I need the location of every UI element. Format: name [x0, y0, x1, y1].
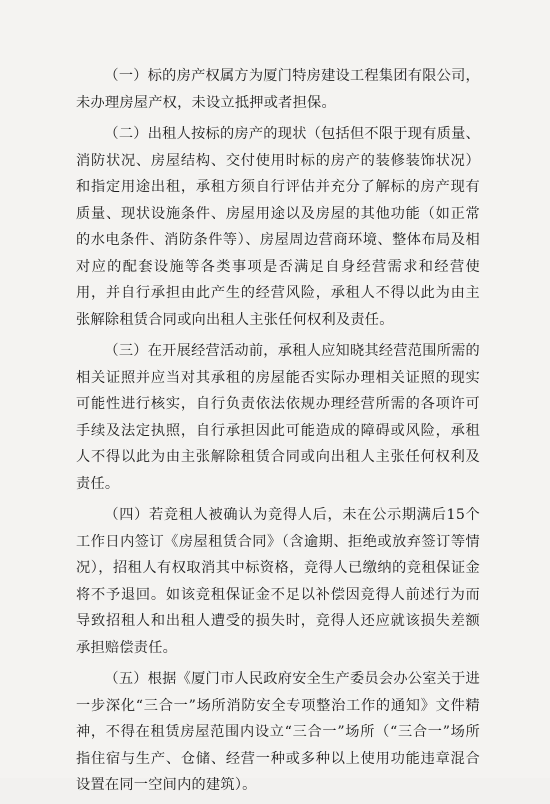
paragraph-2: （二）出租人按标的房产的现状（包括但不限于现有质量、消防状况、房屋结构、交付使用时标的房产的装修装饰状况）和指定用途出租，承租方须自行评估并充分了解标的房产现有质量、现状设施条件、房屋用途以及房屋的其他功能（如正常的水电条件、消防条件等）、房屋周边营商环境、整体布局及相对应的配套设施等各类事项是否满足自身经营需求和经营使用，并自行承担由此产生的经营风险，承租人不得以此为由主张解除租赁合同或向出租人主张任何权利及责任。	[76, 126, 480, 328]
paragraph-5: （五）根据《厦门市人民政府安全生产委员会办公室关于进一步深化“三合一”场所消防安全专项整治工作的通知》文件精神，不得在租赁房屋范围内设立“三合一”场所（“三合一”场所指住宿与生产、仓储、经营一种或多种以上使用功能违章混合设置在同一空间内的建筑）。	[76, 671, 480, 793]
paragraph-1: （一）标的房产权属方为厦门特房建设工程集团有限公司，未办理房屋产权，未设立抵押或者担保。	[76, 68, 480, 111]
paragraph-3: （三）在开展经营活动前，承租人应知晓其经营范围所需的相关证照并应当对其承租的房屋能否实际办理相关证照的现实可能性进行核实，自行负责依法依规办理经营所需的各项许可手续及法定执照，自行承担因此可能造成的障碍或风险，承租人不得以此为由主张解除租赁合同或向出租人主张任何权利及责任。	[76, 343, 480, 492]
paragraph-4: （四）若竞租人被确认为竞得人后，未在公示期满后15个工作日内签订《房屋租赁合同》（含逾期、拒绝或放弃签订等情况），招租人有权取消其中标资格，竞得人已缴纳的竞租保证金将不予退回。如该竞租保证金不足以补偿因竞得人前述行为而导致招租人和出租人遭受的损失时，竞得人还应就该损失差额承担赔偿责任。	[76, 507, 480, 656]
document-body	[76, 63, 480, 804]
